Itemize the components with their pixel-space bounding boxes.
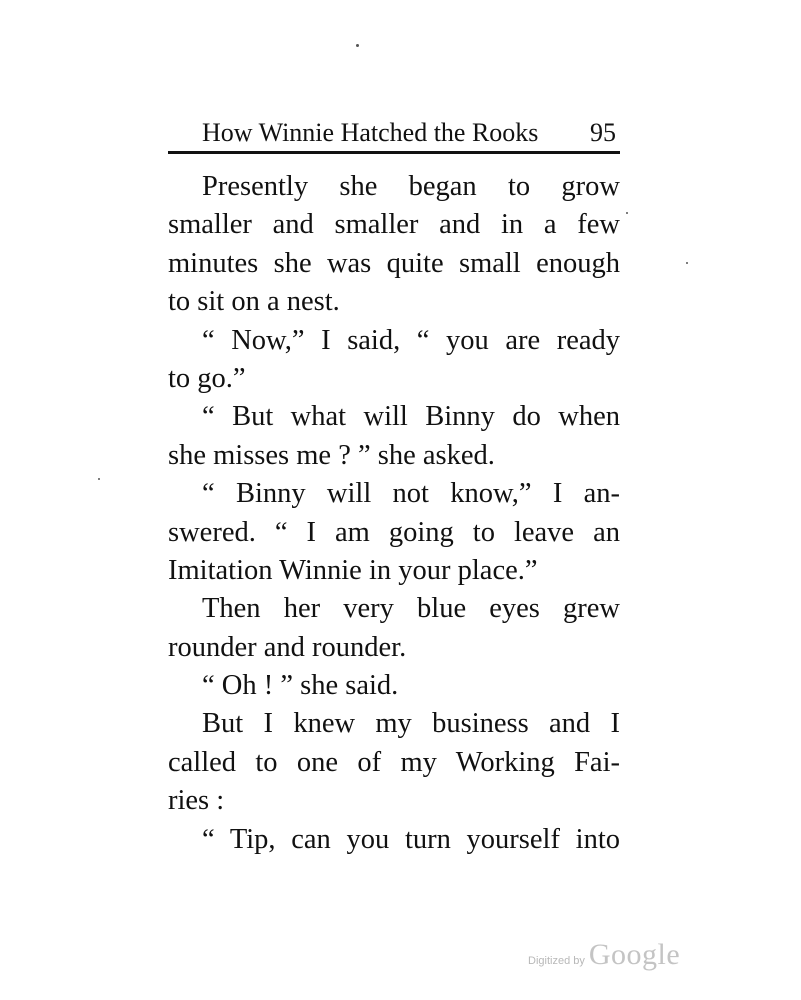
text-line: “ Oh ! ” she said. [202,670,399,702]
text-line: rounder and rounder. [168,631,407,663]
text-line: called to one of my Working Fai- [168,746,620,778]
text-line: “ But what will Binny do when [202,401,620,433]
text-line: “ Tip, can you turn yourself into [202,823,620,855]
text-line: minutes she was quite small enough [168,247,620,279]
speck-margin-right [686,262,688,264]
running-header [168,114,620,154]
page-number: 95 [590,118,616,147]
text-line: But I knew my business and I [202,708,620,740]
text-line: Then her very blue eyes grew [202,593,620,625]
digitized-watermark [528,938,698,978]
text-line: swered. “ I am going to leave an [168,516,620,548]
text-line: “ Binny will not know,” I an- [202,478,620,510]
speck-left [98,478,100,480]
header-title: How Winnie Hatched the Rooks [202,118,539,147]
google-logo: Google [588,938,681,971]
text-line: ries : [168,785,225,817]
text-line: she misses me ? ” she asked. [168,439,495,471]
watermark-prefix: Digitized by [528,955,585,967]
page-body-text [168,168,620,859]
speck-right [626,212,628,214]
text-line: to go.” [168,362,246,394]
text-line: to sit on a nest. [168,286,340,318]
text-line: “ Now,” I said, “ you are ready [202,324,620,356]
text-line: Presently she began to grow [202,171,620,202]
speck-top [356,44,359,47]
text-line: smaller and smaller and in a few [168,209,620,241]
text-line: Imitation Winnie in your place.” [168,554,538,586]
